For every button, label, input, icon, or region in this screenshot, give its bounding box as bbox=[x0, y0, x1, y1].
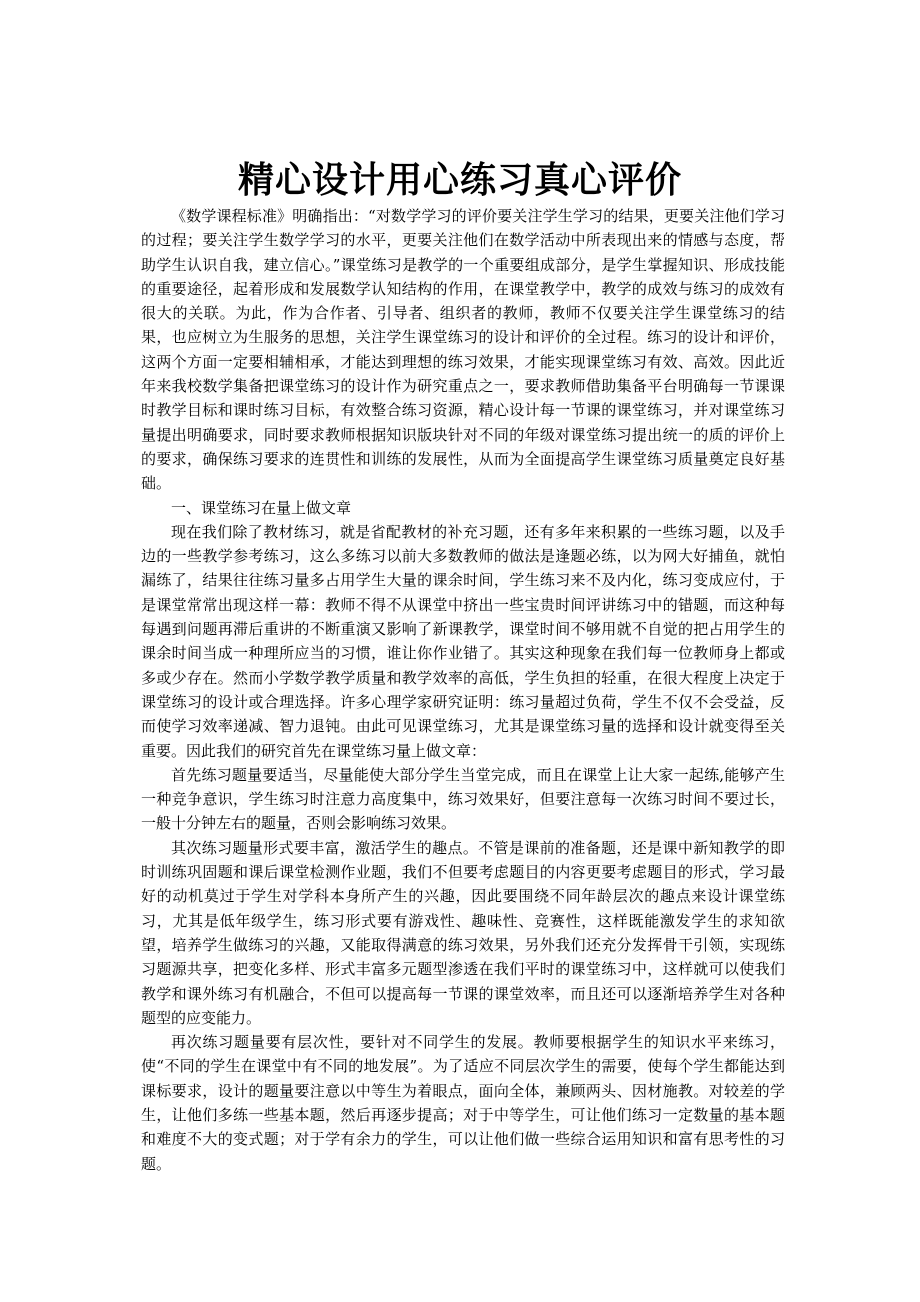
section-heading-1: 一、课堂练习在量上做文章 bbox=[171, 498, 352, 517]
section-1-paragraph-1: 现在我们除了教材练习，就是省配教材的补充习题，还有多年来积累的一些练习题，以及手边的一些教学参考练习，这么多练习以前大多数教师的做法是逢题必练，以为网大好捕鱼，就怕漏练了，结果往往练习量多占用学生大量的课余时间，学生练习来不及内化，练习变成应付，于是课堂常常出现这样一幕：教师不得不从课堂中挤出一些宝贵时间评讲练习中的错题，而这种每每遇到问题再滞后重讲的不断重演又影响了新课教学，课堂时间不够用就不自觉的把占用学生的课余时间当成一种理所应当的习惯，谁让你作业错了。其实这种现象在我们每一位教师身上都或多或少存在。然而小学数学教学质量和教学效率的高低，学生负担的轻重，在很大程度上决定于课堂练习的设计或合理选择。许多心理学家研究证明：练习量超过负荷，学生不仅不会受益，反而使学习效率递减、智力退钝。由此可见课堂练习，尤其是课堂练习量的选择和设计就变得至关重要。因此我们的研究首先在课堂练习量上做文章： bbox=[141, 522, 785, 760]
document-body bbox=[141, 204, 785, 1176]
document-title: 精心设计用心练习真心评价 bbox=[237, 160, 682, 201]
section-1-paragraph-2: 首先练习题量要适当，尽量能使大部分学生当堂完成，而且在课堂上让大家一起练,能够产生一种竞争意识，学生练习时注意力高度集中，练习效果好，但要注意每一次练习时间不要过长，一般十分钟左右的题量，否则会影响练习效果。 bbox=[141, 765, 785, 833]
intro-paragraph: 《数学课程标准》明确指出：“对数学学习的评价要关注学生学习的结果，更要关注他们学习的过程；要关注学生数学学习的水平，更要关注他们在数学活动中所表现出来的情感与态度，帮助学生认识自我，建立信心。”课堂练习是教学的一个重要组成部分，是学生掌握知识、形成技能的重要途径，起着形成和发展数学认知结构的作用，在课堂教学中，教学的成效与练习的成效有很大的关联。为此，作为合作者、引导者、组织者的教师，教师不仅要关注学生课堂练习的结果，也应树立为生服务的思想，关注学生课堂练习的设计和评价的全过程。练习的设计和评价，这两个方面一定要相辅相承，才能达到理想的练习效果，才能实现课堂练习有效、高效。因此近年来我校数学集备把课堂练习的设计作为研究重点之一，要求教师借助集备平台明确每一节课课时教学目标和课时练习目标，有效整合练习资源，精心设计每一节课的课堂练习，并对课堂练习量提出明确要求，同时要求教师根据知识版块针对不同的年级对课堂练习提出统一的质的评价上的要求，确保练习要求的连贯性和训练的发展性，从而为全面提高学生课堂练习质量奠定良好基础。 bbox=[141, 207, 785, 493]
section-1-paragraph-3: 其次练习题量形式要丰富，激活学生的趣点。不管是课前的准备题，还是课中新知教学的即时训练巩固题和课后课堂检测作业题，我们不但要考虑题目的内容更要考虑题目的形式，学习最好的动机莫过于学生对学科本身所产生的兴趣，因此要围绕不同年龄层次的趣点来设计课堂练习，尤其是低年级学生，练习形式要有游戏性、趣味性、竞赛性，这样既能激发学生的求知欲望，培养学生做练习的兴趣，又能取得满意的练习效果，另外我们还充分发挥骨干引领，实现练习题源共享，把变化多样、形式丰富多元题型渗透在我们平时的课堂练习中，这样就可以使我们教学和课外练习有机融合，不但可以提高每一节课的课堂效率，而且还可以逐渐培养学生对各种题型的应变能力。 bbox=[141, 838, 785, 1027]
section-1-paragraph-4: 再次练习题量要有层次性，要针对不同学生的发展。教师要根据学生的知识水平来练习，使“不同的学生在课堂中有不同的地发展”。为了适应不同层次学生的需要，使每个学生都能达到课标要求，设计的题量要注意以中等生为着眼点，面向全体，兼顾两头、因材施教。对较差的学生，让他们多练一些基本题，然后再逐步提高；对于中等学生，可让他们练习一定数量的基本题和难度不大的变式题；对于学有余力的学生，可以让他们做一些综合运用知识和富有思考性的习题。 bbox=[141, 1033, 785, 1173]
